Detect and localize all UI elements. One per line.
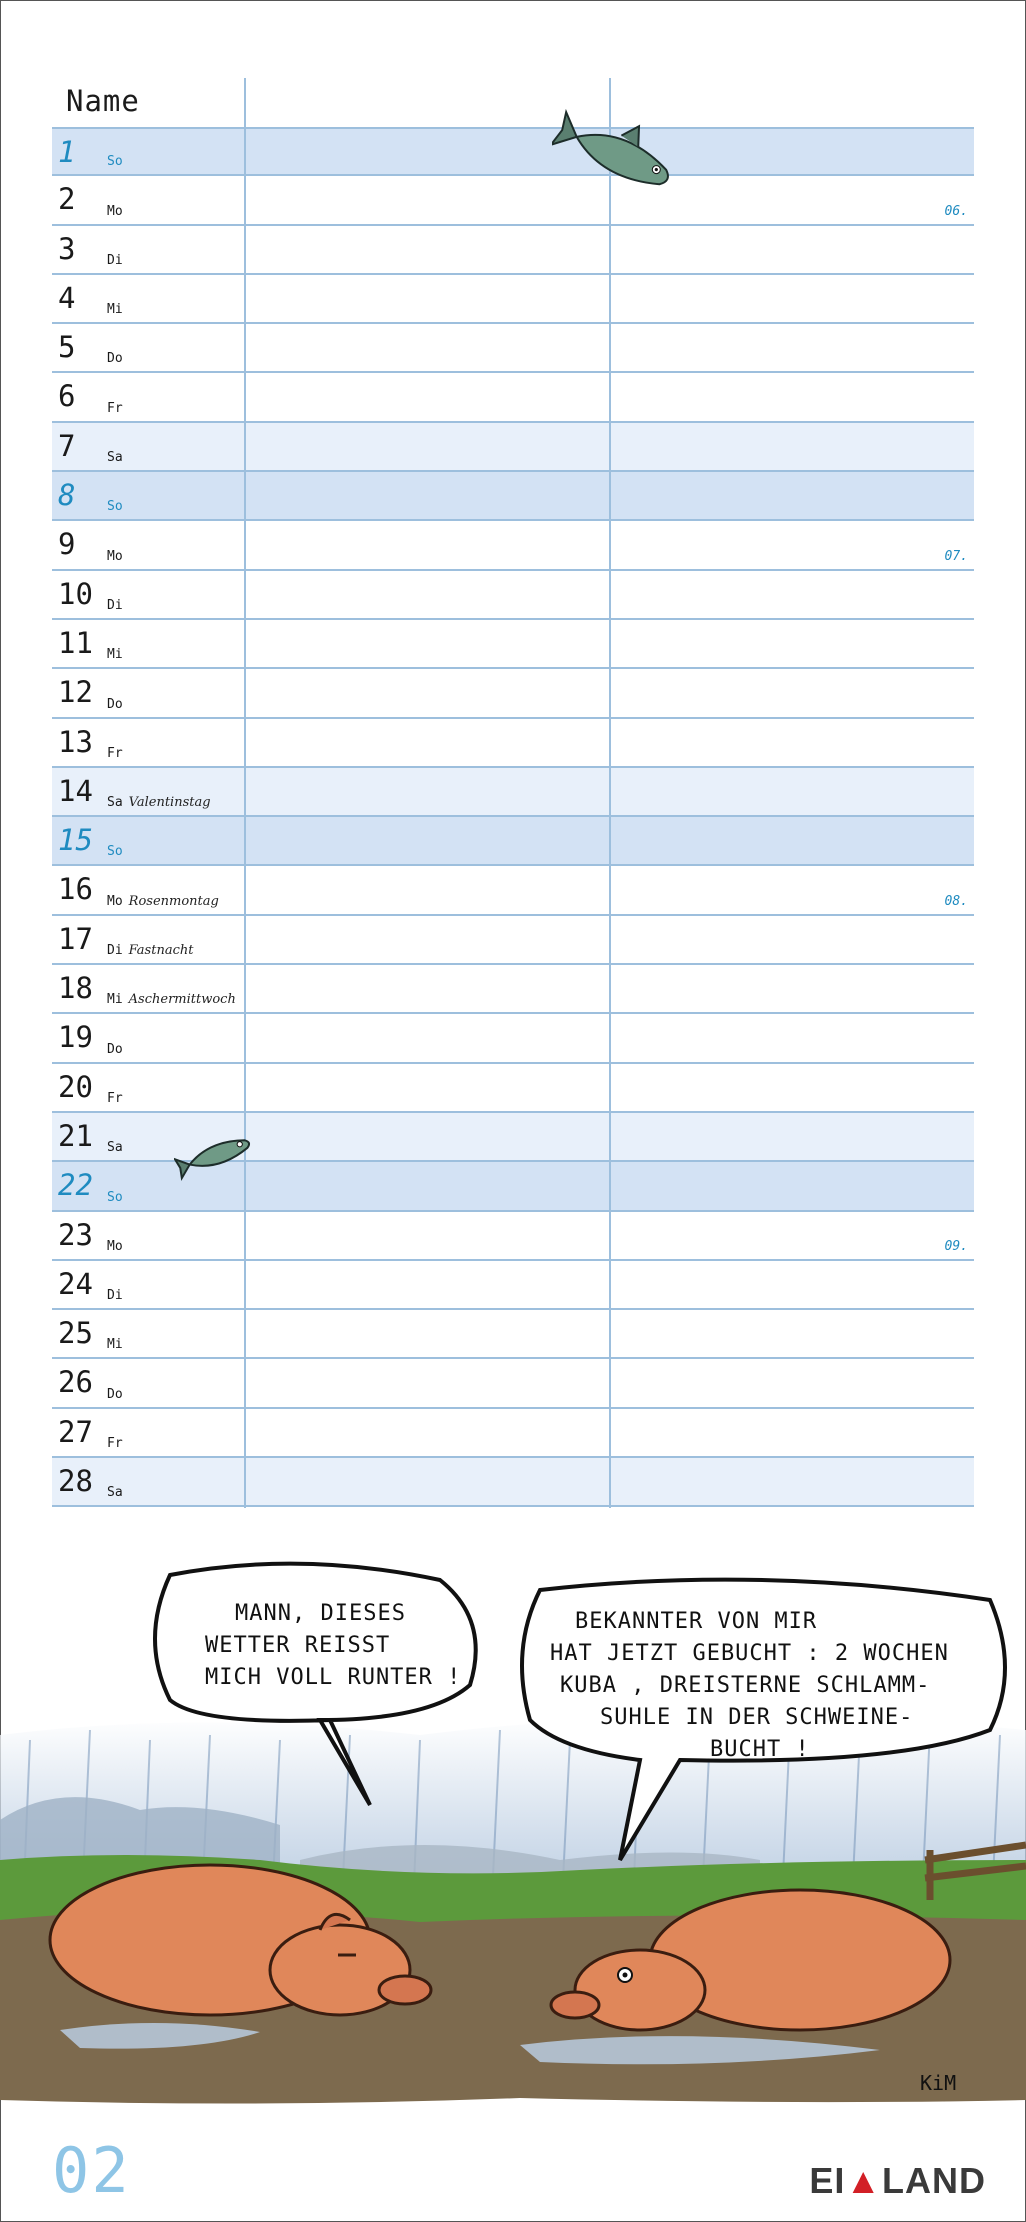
day-number: 16 <box>58 872 93 907</box>
calendar-day-row <box>52 669 974 718</box>
calendar-day-row <box>52 1359 974 1408</box>
weekday-abbr: Do <box>107 1041 123 1057</box>
weekday-label <box>107 450 123 465</box>
calendar-day-row <box>52 768 974 817</box>
weekday-abbr: Mo <box>107 203 123 219</box>
calendar-day-row <box>52 719 974 768</box>
weekday-abbr: So <box>107 154 123 170</box>
weekday-label <box>107 1387 123 1402</box>
day-number: 25 <box>58 1316 93 1351</box>
weekday-abbr: So <box>107 844 123 860</box>
weekday-label <box>107 1337 123 1352</box>
calendar-day-row <box>52 1261 974 1310</box>
column-divider-1 <box>244 78 246 1508</box>
day-number: 12 <box>58 675 93 710</box>
weekday-label <box>107 746 123 761</box>
calendar-day-row <box>52 275 974 324</box>
weekday-abbr: Do <box>107 696 123 712</box>
week-number: 09. <box>944 1238 968 1254</box>
weekday-label <box>107 1042 123 1057</box>
weekday-label <box>107 1436 123 1451</box>
weekday-label <box>107 1485 123 1500</box>
weekday-label <box>107 943 193 958</box>
day-number: 17 <box>58 921 93 956</box>
weekday-label <box>107 549 123 564</box>
weekday-label <box>107 1190 123 1205</box>
calendar-day-row <box>52 1014 974 1063</box>
weekday-abbr: So <box>107 1189 123 1205</box>
calendar-day-row <box>52 1310 974 1359</box>
day-number: 13 <box>58 724 93 759</box>
weekday-label <box>107 351 123 366</box>
calendar-rows <box>52 127 974 1507</box>
calendar-day-row <box>52 521 974 570</box>
weekday-label <box>107 204 123 219</box>
day-number: 28 <box>58 1464 93 1499</box>
weekday-abbr: Di <box>107 1288 123 1304</box>
day-number: 8 <box>58 478 76 513</box>
calendar-day-row <box>52 472 974 521</box>
weekday-abbr: Di <box>107 252 123 268</box>
day-number: 20 <box>58 1069 93 1104</box>
weekday-label <box>107 499 123 514</box>
calendar-day-row <box>52 176 974 225</box>
weekday-label <box>107 647 123 662</box>
column-divider-2 <box>609 78 611 1508</box>
week-number: 08. <box>944 893 968 909</box>
weekday-label <box>107 894 219 909</box>
day-number: 24 <box>58 1266 93 1301</box>
weekday-abbr: Fr <box>107 400 123 416</box>
calendar-grid <box>52 78 974 1507</box>
brand-logo <box>809 2160 986 2202</box>
calendar-day-row <box>52 1212 974 1261</box>
day-number: 7 <box>58 428 76 463</box>
weekday-label <box>107 154 123 169</box>
weekday-label <box>107 795 211 810</box>
day-number: 3 <box>58 231 76 266</box>
calendar-day-row <box>52 324 974 373</box>
weekday-label <box>107 253 123 268</box>
weekday-abbr: Fr <box>107 745 123 761</box>
weekday-label <box>107 401 123 416</box>
holiday-label: Rosenmontag <box>128 893 219 909</box>
weekday-abbr: Sa <box>107 1485 123 1501</box>
weekday-label <box>107 1288 123 1303</box>
weekday-abbr: So <box>107 499 123 515</box>
weekday-abbr: Mi <box>107 302 123 318</box>
weekday-label <box>107 302 123 317</box>
week-number: 07. <box>944 548 968 564</box>
weekday-abbr: Mo <box>107 548 123 564</box>
weekday-abbr: Di <box>107 943 123 959</box>
calendar-day-row <box>52 817 974 866</box>
holiday-label: Aschermittwoch <box>128 992 236 1008</box>
name-column-label: Name <box>66 84 140 118</box>
weekday-abbr: Mi <box>107 647 123 663</box>
calendar-header <box>52 78 974 127</box>
weekday-abbr: Fr <box>107 1436 123 1452</box>
brand-text-end: LAND <box>882 2160 986 2201</box>
weekday-abbr: Do <box>107 351 123 367</box>
day-number: 26 <box>58 1365 93 1400</box>
day-number: 23 <box>58 1217 93 1252</box>
calendar-day-row <box>52 571 974 620</box>
day-number: 10 <box>58 576 93 611</box>
weekday-abbr: Mo <box>107 1238 123 1254</box>
calendar-day-row <box>52 866 974 915</box>
day-number: 6 <box>58 379 76 414</box>
weekday-abbr: Sa <box>107 1140 123 1156</box>
cartoonist-signature: KiM <box>920 2071 957 2095</box>
day-number: 11 <box>58 625 93 660</box>
month-number: 02 <box>52 2134 131 2207</box>
day-number: 18 <box>58 971 93 1006</box>
day-number: 22 <box>58 1168 93 1203</box>
weekday-abbr: Do <box>107 1386 123 1402</box>
weekday-label <box>107 1239 123 1254</box>
weekday-label <box>107 1140 123 1155</box>
speech-bubble-right-text: BEKANNTER VON MIR HAT JETZT GEBUCHT : 2 WOCHEN KUBA , DREISTERNE SCHLAMM- SUHLE IN DER SCHWEINE- BUCHT ! <box>550 1609 949 1762</box>
calendar-day-row <box>52 1064 974 1113</box>
calendar-day-row <box>52 1458 974 1507</box>
calendar-day-row <box>52 620 974 669</box>
week-number: 06. <box>944 203 968 219</box>
weekday-label <box>107 992 236 1007</box>
weekday-abbr: Mi <box>107 1337 123 1353</box>
weekday-abbr: Fr <box>107 1090 123 1106</box>
weekday-label <box>107 697 123 712</box>
day-number: 19 <box>58 1020 93 1055</box>
weekday-label <box>107 598 123 613</box>
day-number: 1 <box>58 135 76 169</box>
weekday-abbr: Mo <box>107 893 123 909</box>
day-number: 9 <box>58 527 76 562</box>
day-number: 27 <box>58 1414 93 1449</box>
weekday-label <box>107 844 123 859</box>
day-number: 4 <box>58 280 76 315</box>
fish-illustration-top <box>552 108 692 208</box>
weekday-abbr: Mi <box>107 992 123 1008</box>
calendar-day-row <box>52 916 974 965</box>
weekday-abbr: Sa <box>107 450 123 466</box>
holiday-label: Fastnacht <box>128 943 194 959</box>
holiday-label: Valentinstag <box>128 795 211 811</box>
calendar-day-row <box>52 423 974 472</box>
weekday-abbr: Sa <box>107 795 123 811</box>
calendar-day-row <box>52 1409 974 1458</box>
day-number: 14 <box>58 773 93 808</box>
day-number: 2 <box>58 182 76 217</box>
day-number: 5 <box>58 330 76 365</box>
calendar-day-row <box>52 226 974 275</box>
weekday-label <box>107 1091 123 1106</box>
fish-illustration-small <box>174 1125 258 1185</box>
brand-text-start: EI <box>809 2160 846 2201</box>
weekday-abbr: Di <box>107 597 123 613</box>
calendar-day-row <box>52 373 974 422</box>
day-number: 15 <box>58 823 93 858</box>
brand-triangle-icon: ▲ <box>845 2160 883 2201</box>
cartoon-illustration <box>0 1560 1026 2120</box>
day-number: 21 <box>58 1118 93 1153</box>
calendar-day-row <box>52 965 974 1014</box>
speech-bubble-left-text: MANN, DIESES WETTER REISST MICH VOLL RUNTER ! <box>205 1601 462 1690</box>
calendar-day-row <box>52 127 974 176</box>
